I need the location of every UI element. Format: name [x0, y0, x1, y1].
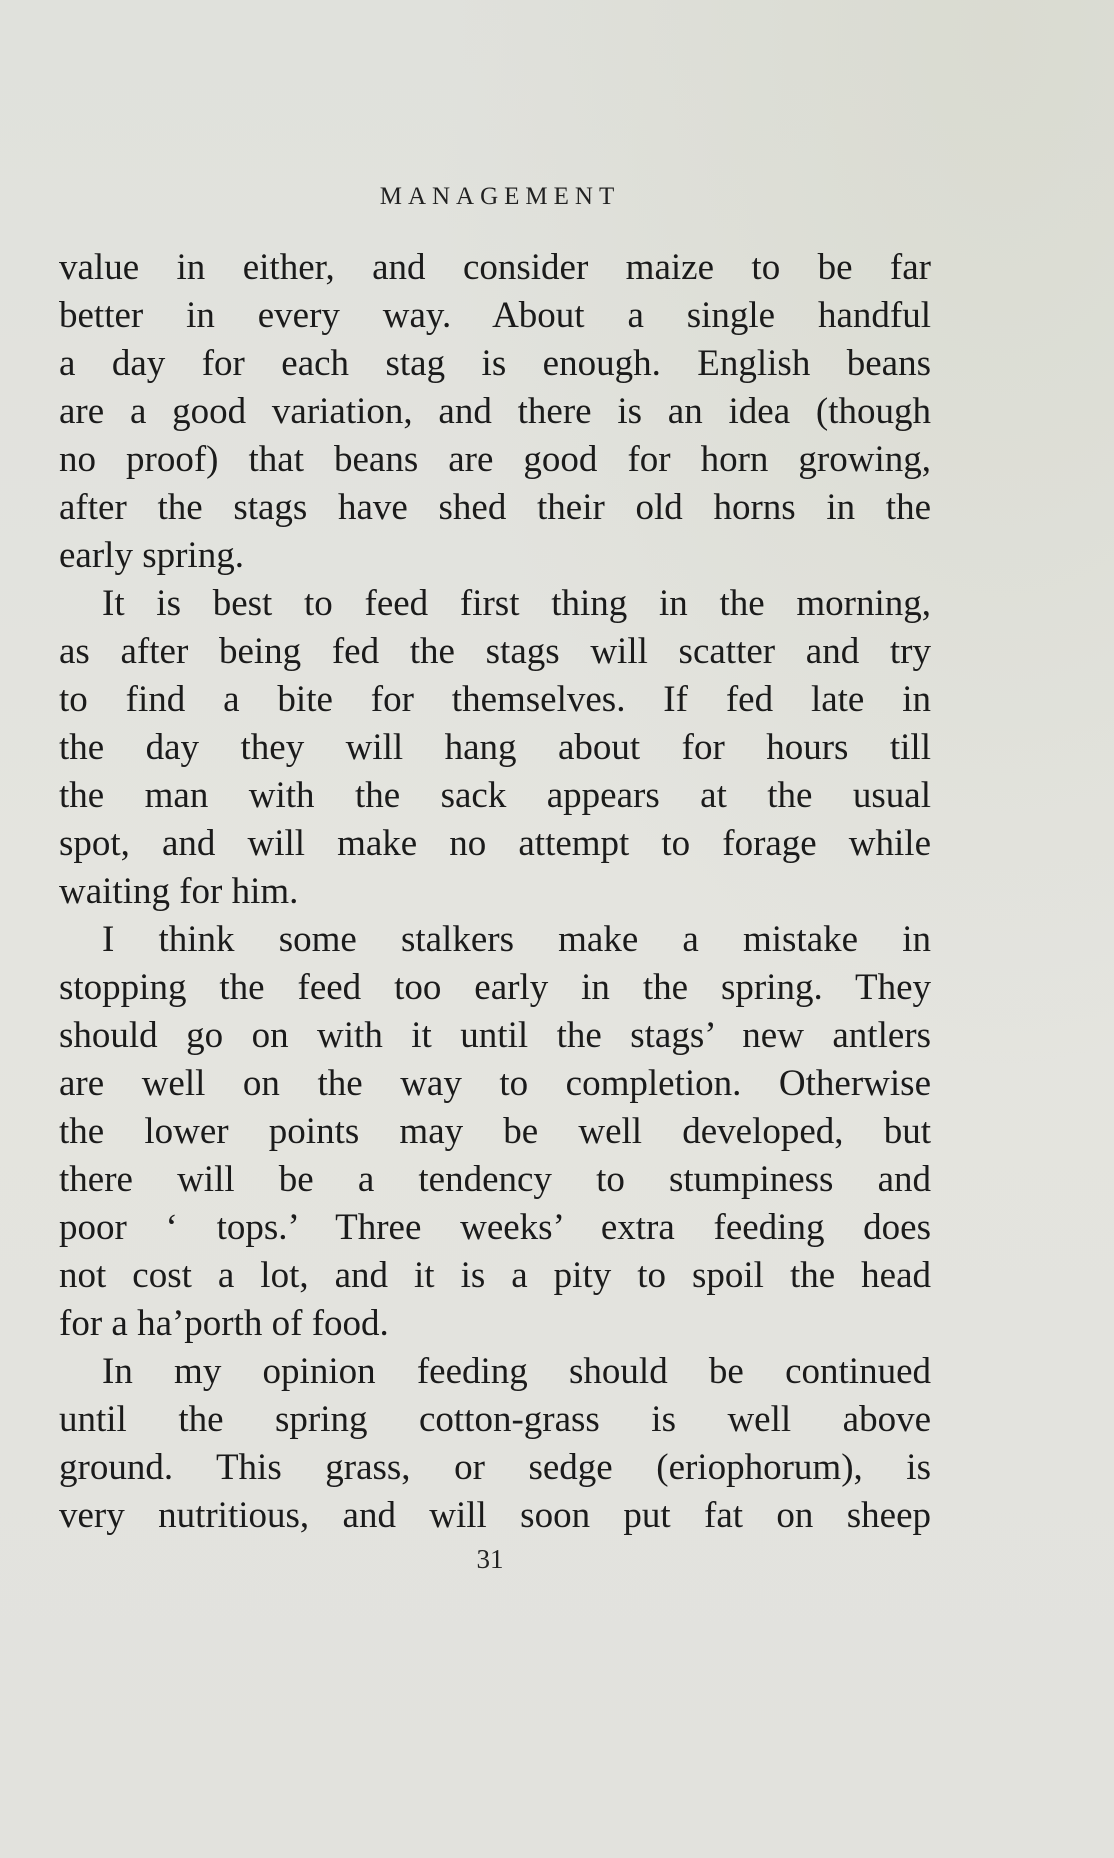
text-line: the lower points may be well developed, but	[59, 1111, 931, 1152]
text-line: are a good variation, and there is an idea (though	[59, 391, 931, 432]
text-line: there will be a tendency to stumpiness and	[59, 1159, 931, 1200]
text-line: value in either, and consider maize to be far	[59, 247, 931, 288]
text-line: after the stags have shed their old horns in the	[59, 487, 931, 528]
text-line: for a ha’porth of food.	[59, 1303, 389, 1344]
text-line: poor ‘ tops.’ Three weeks’ extra feeding does	[59, 1207, 931, 1248]
text-line: In my opinion feeding should be continued	[102, 1351, 931, 1392]
body-text	[59, 244, 931, 1540]
text-line: are well on the way to completion. Otherwise	[59, 1063, 931, 1104]
text-line: no proof) that beans are good for horn growing,	[59, 439, 931, 480]
text-line: as after being fed the stags will scatter and try	[59, 631, 931, 672]
text-line: I think some stalkers make a mistake in	[102, 919, 931, 960]
text-line: not cost a lot, and it is a pity to spoil the head	[59, 1255, 931, 1296]
paragraph	[59, 1348, 931, 1540]
text-line: a day for each stag is enough. English beans	[59, 343, 931, 384]
text-line: waiting for him.	[59, 871, 299, 912]
text-line: should go on with it until the stags’ new antlers	[59, 1015, 931, 1056]
text-line: until the spring cotton-grass is well above	[59, 1399, 931, 1440]
text-line: stopping the feed too early in the spring. They	[59, 967, 931, 1008]
text-line: very nutritious, and will soon put fat on sheep	[59, 1495, 931, 1536]
text-line: It is best to feed first thing in the morning,	[102, 583, 931, 624]
text-line: better in every way. About a single handful	[59, 295, 931, 336]
text-line: to find a bite for themselves. If fed late in	[59, 679, 931, 720]
text-line: early spring.	[59, 535, 244, 576]
paragraph	[59, 580, 931, 916]
text-line: ground. This grass, or sedge (eriophorum), is	[59, 1447, 931, 1488]
text-line: spot, and will make no attempt to forage while	[59, 823, 931, 864]
paragraph	[59, 916, 931, 1348]
text-line: the man with the sack appears at the usual	[59, 775, 931, 816]
text-line: the day they will hang about for hours till	[59, 727, 931, 768]
running-head: MANAGEMENT	[379, 183, 621, 210]
page-number: 31	[476, 1544, 504, 1574]
paragraph	[59, 244, 931, 580]
